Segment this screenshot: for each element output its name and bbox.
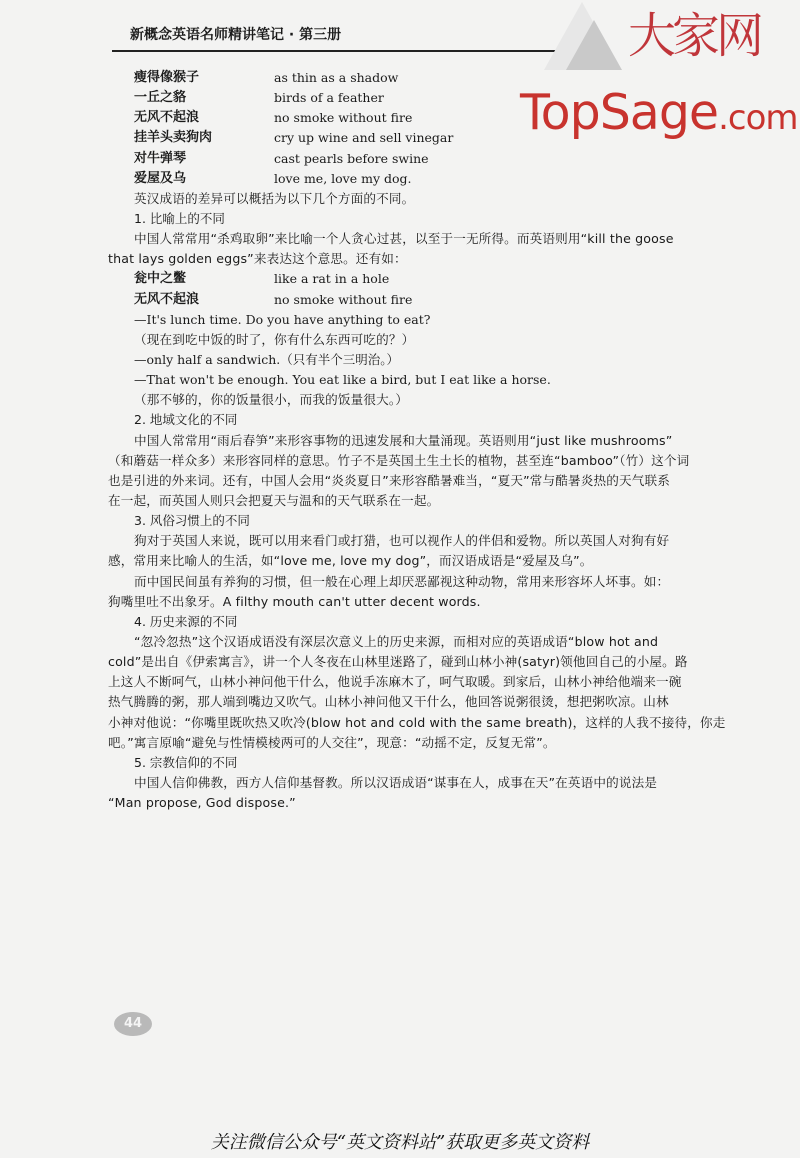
body-text <box>108 68 726 813</box>
section-title: 4. 历史来源的不同 <box>134 613 238 629</box>
idiom-pair <box>134 290 724 310</box>
idiom-en: no smoke without fire <box>274 110 413 126</box>
paragraph-line: （和蘑菇一样众多）来形容同样的意思。竹子不是英国土生土长的植物，甚至连“bamboo”（竹）这个词 <box>108 452 690 468</box>
paragraph-line: “忽冷忽热”这个汉语成语没有深层次意义上的历史来源，而相对应的英语成语“blow hot and <box>134 633 659 649</box>
idiom-cn: 一丘之貉 <box>134 90 187 106</box>
idiom-en: birds of a feather <box>274 90 384 106</box>
section-title: 1. 比喻上的不同 <box>134 210 225 226</box>
watermark-en-brand: TopSage <box>520 84 719 141</box>
idiom-en: love me, love my dog. <box>274 170 412 186</box>
idiom-en: cast pearls before swine <box>274 150 429 166</box>
idiom-pair <box>134 169 724 189</box>
paragraph-line: 狗嘴里吐不出象牙。A filthy mouth can't utter decent words. <box>108 593 481 609</box>
idiom-cn: 爱屋及乌 <box>134 170 187 186</box>
idiom-en: like a rat in a hole <box>274 271 390 287</box>
dialog-line: —only half a sandwich.（只有半个三明治。） <box>134 351 400 367</box>
dialog-line: —It's lunch time. Do you have anything to eat? <box>134 311 431 327</box>
paragraph-line: 上这人不断呵气，山林小神问他干什么，他说手冻麻木了，呵气取暖。到家后，山林小神给他端来一碗 <box>108 674 682 690</box>
idiom-cn: 对牛弹琴 <box>134 150 187 166</box>
paragraph-line: 也是引进的外来词。还有，中国人会用“炎炎夏日”来形容酷暑难当，“夏天”常与酷暑炎热的天气联系 <box>108 472 670 488</box>
dialog-line: （那不够的，你的饭量很小，而我的饭量很大。） <box>134 392 409 408</box>
section-title: 3. 风俗习惯上的不同 <box>134 513 250 529</box>
watermark-cn-text: 大家网 <box>628 8 761 64</box>
idiom-pair <box>134 149 724 169</box>
paragraph-line: 吧。”寓言原喻“避免与性情模棱两可的人交往”，现意：“动摇不定，反复无常”。 <box>108 734 556 750</box>
idiom-en: as thin as a shadow <box>274 70 399 85</box>
logo-triangle-icon <box>542 2 632 72</box>
watermark-en-suffix: .com <box>718 98 798 138</box>
idiom-cn: 瓮中之鳖 <box>134 271 187 287</box>
paragraph-line: 小神对他说：“你嘴里既吹热又吹冷(blow hot and cold with the same breath)，这样的人我不接待，你走 <box>108 714 726 730</box>
paragraph-line: 中国人常常用“杀鸡取卵”来比喻一个人贪心过甚，以至于一无所得。而英语则用“kill the goose <box>134 231 674 247</box>
idiom-pair <box>134 108 724 128</box>
idiom-pair <box>134 269 724 289</box>
paragraph-line: 中国人常常用“雨后春笋”来形容事物的迅速发展和大量涌现。英语则用“just like mushrooms” <box>134 432 673 448</box>
paragraph-line: 感，常用来比喻人的生活，如“love me, love my dog”，而汉语成语是“爱屋及乌”。 <box>108 553 593 569</box>
dialog-line: （现在到吃中饭的时了，你有什么东西可吃的？） <box>134 331 415 347</box>
footer-note: 关注微信公众号“英文资料站”获取更多英文资料 <box>210 1132 590 1153</box>
idiom-pair <box>134 68 724 88</box>
page-number-badge: 44 <box>114 1012 152 1036</box>
idiom-cn: 无风不起浪 <box>134 291 200 307</box>
paragraph-line: 狗对于英国人来说，既可以用来看门或打猎，也可以视作人的伴侣和爱物。所以英国人对狗有好 <box>134 533 670 549</box>
intro-sentence: 英汉成语的差异可以概括为以下几个方面的不同。 <box>134 190 415 206</box>
paragraph-line: that lays golden eggs”来表达这个意思。还有如： <box>108 251 407 267</box>
dialog-line: —That won't be enough. You eat like a bird, but I eat like a horse. <box>134 372 551 388</box>
section-title: 2. 地域文化的不同 <box>134 412 238 428</box>
paragraph-line: cold”是出自《伊索寓言》，讲一个人冬夜在山林里迷路了，碰到山林小神(satyr)领他回自己的小屋。路 <box>108 654 688 670</box>
idiom-cn: 无风不起浪 <box>134 110 200 126</box>
idiom-pair <box>134 88 724 108</box>
idiom-cn: 瘦得像猴子 <box>134 70 200 85</box>
idiom-pair <box>134 128 724 148</box>
paragraph-line: “Man propose, God dispose.” <box>108 795 296 811</box>
section-title: 5. 宗教信仰的不同 <box>134 754 238 770</box>
paragraph-line: 在一起，而英国人则只会把夏天与温和的天气联系在一起。 <box>108 492 440 508</box>
idiom-en: no smoke without fire <box>274 291 413 307</box>
idiom-en: cry up wine and sell vinegar <box>274 130 454 146</box>
paragraph-line: 而中国民间虽有养狗的习惯，但一般在心理上却厌恶鄙视这种动物，常用来形容坏人坏事。如： <box>134 573 670 589</box>
idiom-cn: 挂羊头卖狗肉 <box>134 130 213 146</box>
paragraph-line: 中国人信仰佛教，西方人信仰基督教。所以汉语成语“谋事在人，成事在天”在英语中的说法是 <box>134 774 658 790</box>
running-header-title: 新概念英语名师精讲笔记 · 第三册 <box>130 27 342 43</box>
header-rule <box>112 50 562 52</box>
paragraph-line: 热气腾腾的粥，那人端到嘴边又吹气。山林小神问他又干什么，他回答说粥很烫，想把粥吹凉。山林 <box>108 694 669 710</box>
